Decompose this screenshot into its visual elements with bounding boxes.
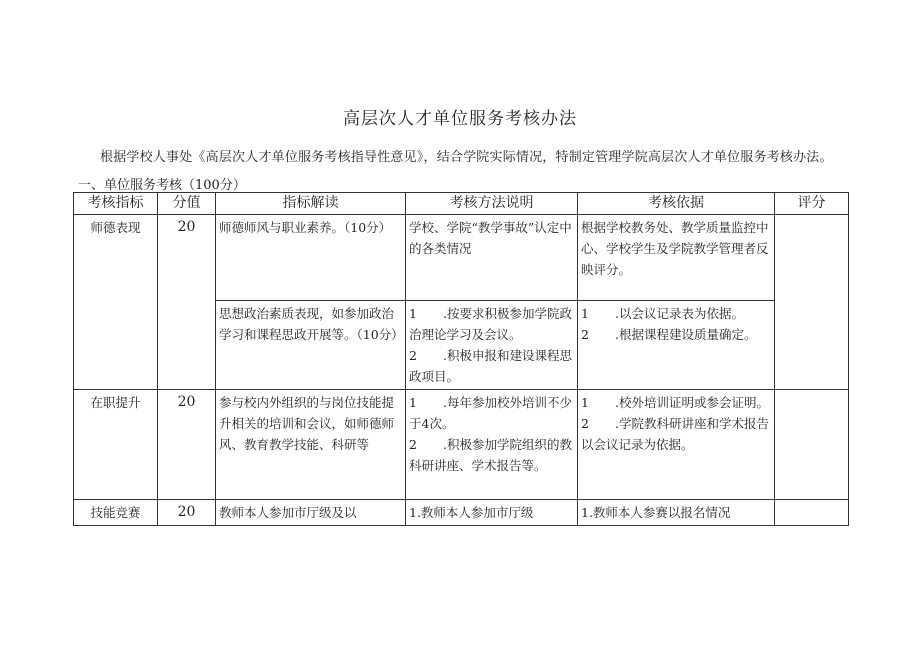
basis-cell: 1.教师本人参赛以报名情况 [578,500,775,526]
indicator-cell: 师德表现 [74,215,158,390]
list-item: 2 .积极申报和建设课程思政项目。 [409,348,572,384]
interpretation-cell: 教师本人参加市厅级及以 [216,500,406,526]
interpretation-cell: 师德师风与职业素养。（10分） [216,215,406,301]
list-item: 2 .根据课程建设质量确定。 [581,327,757,342]
list-item: 2 .学院教科研讲座和学术报告以会议记录为依据。 [581,416,769,452]
basis-cell: 根据学校教务处、教学质量监控中心、学校学生及学院教学管理者反映评分。 [578,215,775,301]
header-interpretation: 指标解读 [216,193,406,215]
method-cell [406,301,578,390]
list-item: 1 .按要求积极参加学院政治理论学习及会议。 [409,306,572,342]
rating-cell [775,500,849,526]
list-item: 1 .以会议记录表为依据。 [581,306,744,321]
method-cell [406,390,578,500]
method-cell: 1.教师本人参加市厅级 [406,500,578,526]
score-cell: 20 [158,500,216,526]
header-method: 考核方法说明 [406,193,578,215]
document-title: 高层次人才单位服务考核办法 [343,109,577,129]
list-item: 1 .每年参加校外培训不少于4次。 [409,395,572,431]
score-cell: 20 [158,215,216,390]
assessment-table [73,192,849,526]
header-rating: 评分 [775,193,849,215]
basis-cell [578,301,775,390]
header-basis: 考核依据 [578,193,775,215]
section-heading: 一、单位服务考核（100分） [78,178,246,193]
basis-cell [578,390,775,500]
interpretation-cell: 思想政治素质表现，如参加政治学习和课程思政开展等。（10分） [216,301,406,390]
table-row [74,500,849,526]
score-cell: 20 [158,390,216,500]
table-row [74,215,849,301]
header-score: 分值 [158,193,216,215]
list-item: 1 .校外培训证明或参会证明。 [581,395,769,410]
list-item: 2 .积极参加学院组织的教科研讲座、学术报告等。 [409,437,572,473]
header-indicator: 考核指标 [74,193,158,215]
rating-cell [775,390,849,500]
table-header-row [74,193,849,215]
table-row [74,390,849,500]
indicator-cell: 技能竞赛 [74,500,158,526]
rating-cell [775,215,849,390]
method-cell: 学校、学院“教学事故”认定中的各类情况 [406,215,578,301]
indicator-cell: 在职提升 [74,390,158,500]
interpretation-cell: 参与校内外组织的与岗位技能提升相关的培训和会议，如师德师风、教育教学技能、科研等 [216,390,406,500]
intro-paragraph: 根据学校人事处《高层次人才单位服务考核指导性意见》，结合学院实际情况，特制定管理学院高层次人才单位服务考核办法。 [100,150,833,165]
